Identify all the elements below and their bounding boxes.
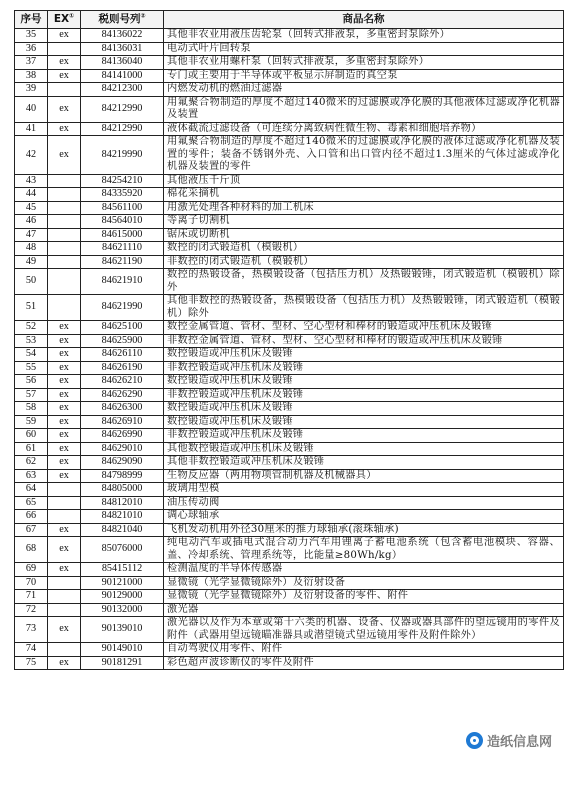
- row-name: 数控金属管道、管材、型材、空心型材和棒材的锻造或冲压机床及锻锤: [164, 321, 564, 335]
- row-name: 纯电动汽车或插电式混合动力汽车用锂离子蓄电池系统（包含蓄电池模块、容器、盖、冷却系统、管理系统等，比能量≥80Wh/kg）: [164, 537, 564, 563]
- row-name: 数控锻造或冲压机床及锻锤: [164, 402, 564, 416]
- table-row: [15, 348, 564, 362]
- row-code: 84136031: [81, 42, 164, 56]
- row-code: 84625900: [81, 334, 164, 348]
- row-seq: 42: [15, 136, 48, 175]
- row-code: 84626300: [81, 402, 164, 416]
- row-seq: 38: [15, 69, 48, 83]
- table-row: [15, 510, 564, 524]
- table-row: [15, 375, 564, 389]
- row-seq: 62: [15, 456, 48, 470]
- row-seq: 49: [15, 255, 48, 269]
- header-name: 商品名称: [164, 11, 564, 29]
- row-seq: 59: [15, 415, 48, 429]
- row-code: 84625100: [81, 321, 164, 335]
- row-name: 用氟聚合物制造的厚度不超过140微米的过滤膜或净化膜的液体过滤或净化机器及装置的零件；装备不锈钢外壳、入口管和出口管内径不超过1.3厘米的气体过滤或净化机器及装置的零件: [164, 136, 564, 175]
- row-name: 非数控金属管道、管材、型材、空心型材和棒材的锻造或冲压机床及锻锤: [164, 334, 564, 348]
- row-seq: 74: [15, 643, 48, 657]
- row-seq: 66: [15, 510, 48, 524]
- row-seq: 41: [15, 122, 48, 136]
- table-row: [15, 334, 564, 348]
- row-name: 非数控锻造或冲压机床及锻锤: [164, 361, 564, 375]
- table-row: [15, 136, 564, 175]
- tariff-table: [14, 10, 564, 670]
- table-row: [15, 321, 564, 335]
- row-seq: 53: [15, 334, 48, 348]
- row-ex: ex: [48, 361, 81, 375]
- row-code: 84615000: [81, 228, 164, 242]
- row-ex: ex: [48, 656, 81, 670]
- row-seq: 70: [15, 576, 48, 590]
- table-row: [15, 456, 564, 470]
- table-row: [15, 617, 564, 643]
- table-row: [15, 69, 564, 83]
- row-code: 84798999: [81, 469, 164, 483]
- row-name: 彩色超声波诊断仪的零件及附件: [164, 656, 564, 670]
- row-code: 84212300: [81, 83, 164, 97]
- table-row: [15, 429, 564, 443]
- row-ex: [48, 269, 81, 295]
- row-seq: 60: [15, 429, 48, 443]
- table-row: [15, 228, 564, 242]
- table-header: [15, 11, 564, 29]
- row-ex: ex: [48, 415, 81, 429]
- watermark-text: 造纸信息网: [486, 735, 552, 750]
- table-row: [15, 643, 564, 657]
- row-seq: 67: [15, 523, 48, 537]
- row-name: 其他非农业用液压齿轮泵（回转式排液泵，多重密封泵除外）: [164, 29, 564, 43]
- row-ex: ex: [48, 56, 81, 70]
- header-seq: 序号: [15, 11, 48, 29]
- row-name: 激光器以及作为本章或第十六类的机器、设备、仪器或器具部件的望远镜用的零件及附件（武器用望远镜瞄准器具或潜望镜式望远镜用零件及附件除外）: [164, 617, 564, 643]
- row-ex: ex: [48, 402, 81, 416]
- row-ex: [48, 603, 81, 617]
- row-ex: [48, 215, 81, 229]
- row-code: 84219990: [81, 136, 164, 175]
- row-seq: 64: [15, 483, 48, 497]
- row-seq: 52: [15, 321, 48, 335]
- table-row: [15, 656, 564, 670]
- row-ex: ex: [48, 537, 81, 563]
- row-ex: [48, 590, 81, 604]
- row-code: 84626290: [81, 388, 164, 402]
- row-ex: ex: [48, 388, 81, 402]
- row-code: 84821040: [81, 523, 164, 537]
- row-code: 84136040: [81, 56, 164, 70]
- row-ex: ex: [48, 321, 81, 335]
- table-row: [15, 388, 564, 402]
- table-row: [15, 174, 564, 188]
- circle-logo-icon: [466, 732, 483, 749]
- row-ex: ex: [48, 375, 81, 389]
- row-code: 90181291: [81, 656, 164, 670]
- row-code: 84621910: [81, 269, 164, 295]
- row-name: 数控锻造或冲压机床及锻锤: [164, 375, 564, 389]
- row-code: 84141000: [81, 69, 164, 83]
- table-row: [15, 188, 564, 202]
- row-code: 90149010: [81, 643, 164, 657]
- row-ex: ex: [48, 617, 81, 643]
- row-name: 显微镜（光学显微镜除外）及衍射设备: [164, 576, 564, 590]
- header-row: [15, 11, 564, 29]
- row-ex: ex: [48, 456, 81, 470]
- row-ex: ex: [48, 29, 81, 43]
- row-ex: [48, 295, 81, 321]
- row-ex: [48, 510, 81, 524]
- row-ex: [48, 188, 81, 202]
- header-ex-footnote: ①: [69, 12, 75, 20]
- watermark: [462, 730, 556, 751]
- row-code: 84564010: [81, 215, 164, 229]
- table-row: [15, 56, 564, 70]
- row-code: 84626190: [81, 361, 164, 375]
- row-seq: 58: [15, 402, 48, 416]
- row-name: 液体截流过滤设备（可连续分离致病性微生物、毒素和细胞培养物）: [164, 122, 564, 136]
- row-name: 其他非农业用螺杆泵（回转式排液泵，多重密封泵除外）: [164, 56, 564, 70]
- row-seq: 44: [15, 188, 48, 202]
- row-name: 数控的闭式锻造机（模锻机）: [164, 242, 564, 256]
- row-ex: [48, 255, 81, 269]
- row-seq: 57: [15, 388, 48, 402]
- table-row: [15, 242, 564, 256]
- table-row: [15, 42, 564, 56]
- row-seq: 72: [15, 603, 48, 617]
- row-code: 84335920: [81, 188, 164, 202]
- row-name: 专门或主要用于半导体或平板显示屏制造的真空泵: [164, 69, 564, 83]
- row-code: 90129000: [81, 590, 164, 604]
- row-code: 84629090: [81, 456, 164, 470]
- row-name: 用激光处理各种材料的加工机床: [164, 201, 564, 215]
- row-ex: ex: [48, 469, 81, 483]
- table-row: [15, 469, 564, 483]
- row-seq: 51: [15, 295, 48, 321]
- row-name: 锯床或切断机: [164, 228, 564, 242]
- row-ex: ex: [48, 442, 81, 456]
- row-name: 等离子切割机: [164, 215, 564, 229]
- table-row: [15, 442, 564, 456]
- row-ex: ex: [48, 563, 81, 577]
- table-row: [15, 83, 564, 97]
- table-row: [15, 295, 564, 321]
- table-row: [15, 415, 564, 429]
- row-name: 数控锻造或冲压机床及锻锤: [164, 415, 564, 429]
- table-row: [15, 96, 564, 122]
- row-seq: 56: [15, 375, 48, 389]
- header-code-footnote: ②: [140, 12, 146, 20]
- table-row: [15, 590, 564, 604]
- row-name: 检测温度的半导体传感器: [164, 563, 564, 577]
- table-row: [15, 269, 564, 295]
- row-name: 飞机发动机用外径30厘米的推力球轴承(滚珠轴承): [164, 523, 564, 537]
- row-ex: ex: [48, 523, 81, 537]
- table-row: [15, 496, 564, 510]
- row-name: 激光器: [164, 603, 564, 617]
- row-code: 84626110: [81, 348, 164, 362]
- row-code: 84626210: [81, 375, 164, 389]
- row-name: 显微镜（光学显微镜除外）及衍射设备的零件、附件: [164, 590, 564, 604]
- row-code: 84212990: [81, 96, 164, 122]
- row-seq: 35: [15, 29, 48, 43]
- row-seq: 37: [15, 56, 48, 70]
- header-ex-label: EX: [53, 13, 70, 26]
- row-name: 棉花采摘机: [164, 188, 564, 202]
- row-ex: [48, 201, 81, 215]
- row-seq: 39: [15, 83, 48, 97]
- table-row: [15, 122, 564, 136]
- row-seq: 36: [15, 42, 48, 56]
- table-row: [15, 603, 564, 617]
- row-seq: 43: [15, 174, 48, 188]
- row-code: 84561100: [81, 201, 164, 215]
- row-ex: [48, 643, 81, 657]
- row-seq: 48: [15, 242, 48, 256]
- row-ex: ex: [48, 334, 81, 348]
- row-code: 84621190: [81, 255, 164, 269]
- row-seq: 63: [15, 469, 48, 483]
- table-row: [15, 402, 564, 416]
- row-ex: [48, 83, 81, 97]
- row-code: 84626910: [81, 415, 164, 429]
- row-code: 85415112: [81, 563, 164, 577]
- row-ex: ex: [48, 96, 81, 122]
- row-name: 电动式叶片回转泵: [164, 42, 564, 56]
- table-row: [15, 576, 564, 590]
- row-name: 数控的热锻设备，热模锻设备（包括压力机）及热锻锻锤，闭式锻造机（模锻机）除外: [164, 269, 564, 295]
- row-code: 84254210: [81, 174, 164, 188]
- row-ex: [48, 174, 81, 188]
- table-body: [15, 29, 564, 670]
- row-ex: [48, 496, 81, 510]
- row-name: 其他非数控锻造或冲压机床及锻锤: [164, 456, 564, 470]
- row-seq: 61: [15, 442, 48, 456]
- row-code: 84626990: [81, 429, 164, 443]
- row-ex: [48, 483, 81, 497]
- table-row: [15, 523, 564, 537]
- row-name: 其他液压千斤顶: [164, 174, 564, 188]
- row-seq: 55: [15, 361, 48, 375]
- row-ex: [48, 42, 81, 56]
- table-row: [15, 361, 564, 375]
- row-code: 84812010: [81, 496, 164, 510]
- table-row: [15, 255, 564, 269]
- row-seq: 69: [15, 563, 48, 577]
- row-seq: 47: [15, 228, 48, 242]
- row-code: 84621990: [81, 295, 164, 321]
- row-code: 84621110: [81, 242, 164, 256]
- row-ex: ex: [48, 429, 81, 443]
- row-name: 其他数控锻造或冲压机床及锻锤: [164, 442, 564, 456]
- row-ex: ex: [48, 69, 81, 83]
- header-ex: [48, 11, 81, 29]
- row-ex: [48, 242, 81, 256]
- row-seq: 75: [15, 656, 48, 670]
- row-seq: 73: [15, 617, 48, 643]
- row-code: 85076000: [81, 537, 164, 563]
- table-row: [15, 483, 564, 497]
- row-seq: 65: [15, 496, 48, 510]
- row-code: 84629010: [81, 442, 164, 456]
- row-name: 油压传动阀: [164, 496, 564, 510]
- table-row: [15, 29, 564, 43]
- row-name: 生物反应器（两用物项管制机器及机械器具）: [164, 469, 564, 483]
- row-seq: 50: [15, 269, 48, 295]
- table-row: [15, 215, 564, 229]
- row-code: 84212990: [81, 122, 164, 136]
- row-name: 数控锻造或冲压机床及锻锤: [164, 348, 564, 362]
- row-code: 84136022: [81, 29, 164, 43]
- row-name: 非数控锻造或冲压机床及锻锤: [164, 429, 564, 443]
- table-row: [15, 563, 564, 577]
- row-code: 84821010: [81, 510, 164, 524]
- row-seq: 46: [15, 215, 48, 229]
- header-code: [81, 11, 164, 29]
- row-code: 84805000: [81, 483, 164, 497]
- row-name: 用氟聚合物制造的厚度不超过140微米的过滤膜或净化膜的其他液体过滤或净化机器及装置: [164, 96, 564, 122]
- row-seq: 45: [15, 201, 48, 215]
- row-code: 90139010: [81, 617, 164, 643]
- row-name: 调心球轴承: [164, 510, 564, 524]
- row-name: 非数控锻造或冲压机床及锻锤: [164, 388, 564, 402]
- row-name: 玻璃用型模: [164, 483, 564, 497]
- row-ex: ex: [48, 136, 81, 175]
- row-ex: ex: [48, 348, 81, 362]
- row-seq: 68: [15, 537, 48, 563]
- row-code: 90121000: [81, 576, 164, 590]
- row-ex: [48, 228, 81, 242]
- table-row: [15, 537, 564, 563]
- row-name: 其他非数控的热锻设备，热模锻设备（包括压力机）及热锻锻锤，闭式锻造机（模锻机）除外: [164, 295, 564, 321]
- row-ex: [48, 576, 81, 590]
- row-name: 自动驾驶仪用零件、附件: [164, 643, 564, 657]
- row-name: 非数控的闭式锻造机（模锻机）: [164, 255, 564, 269]
- row-ex: ex: [48, 122, 81, 136]
- row-seq: 40: [15, 96, 48, 122]
- header-code-label: 税则号列: [98, 13, 141, 26]
- row-seq: 71: [15, 590, 48, 604]
- row-seq: 54: [15, 348, 48, 362]
- table-row: [15, 201, 564, 215]
- row-name: 内燃发动机的燃油过滤器: [164, 83, 564, 97]
- row-code: 90132000: [81, 603, 164, 617]
